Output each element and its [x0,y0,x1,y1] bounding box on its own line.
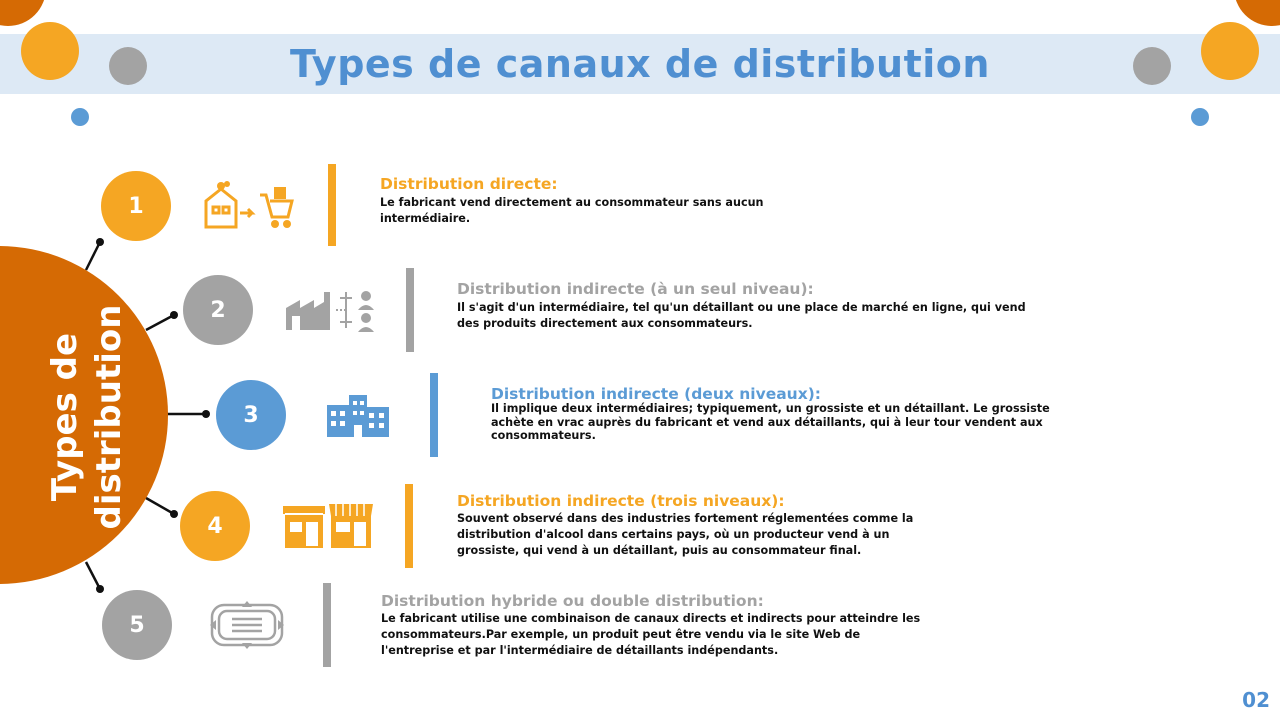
corner-circle-top-right-dark [1234,0,1280,26]
connector-dot-1 [96,238,104,246]
side-title-line-2: distribution [89,304,129,530]
item-3-title: Distribution indirecte (deux niveaux): [491,385,821,403]
connector-dot-3 [202,410,210,418]
item-4-description: Souvent observé dans des industries fortement réglementées comme la distribution d'alcool dans certains pays, où un producteur vend à un grossiste, qui vend à un détaillant, puis au consommateur final. [457,512,914,557]
hybrid-distribution-icon [210,601,284,649]
item-5-description: Le fabricant utilise une combinaison de canaux directs et indirects pour atteindre les consommateurs.Par exemple, un produit peut être vendu via le site Web de l'entreprise et par l'intermédiaire de détaillants indépendants. [381,612,921,657]
item-4-title: Distribution indirecte (trois niveaux): [457,492,785,510]
stores-icon [283,502,373,548]
connector-dot-4 [170,510,178,518]
item-1-number-badge: 1 [101,171,171,241]
item-2-title: Distribution indirecte (à un seul niveau): [457,280,814,298]
item-2-description: Il s'agit d'un intermédiaire, tel qu'un détaillant ou une place de marché en ligne, qui vend des produits directement aux consommateurs. [457,301,1026,330]
factory-to-cart-icon [204,183,294,229]
item-3-description: Il implique deux intermédiaires; typiquement, un grossiste et un détaillant. Le grossiste achète en vrac auprès du fabricant et vend aux détaillants, qui à leur tour vendent aux consommateurs. [491,402,1050,442]
item-4-number-badge: 4 [180,491,250,561]
item-2-number-badge: 2 [183,275,253,345]
item-5-title: Distribution hybride ou double distribution: [381,592,764,610]
decor-dot-blue-left [71,108,89,126]
item-1-description: Le fabricant vend directement au consommateur sans aucun intermédiaire. [380,196,764,225]
connector-4 [146,498,174,514]
corner-circle-top-left-dark [0,0,46,26]
side-title-line-1: Types de [45,332,85,502]
page-title: Types de canaux de distribution [290,42,990,86]
page-number: 02 [1242,688,1270,712]
decor-dot-blue-right [1191,108,1209,126]
connector-dot-2 [170,311,178,319]
side-title [43,247,129,587]
connector-2 [146,315,174,330]
item-3-number-badge: 3 [216,380,286,450]
factory-to-people-icon [284,288,374,332]
item-5-number-badge: 5 [102,590,172,660]
item-3-accent-bar [430,373,438,457]
item-5-accent-bar [323,583,331,667]
item-1-title: Distribution directe: [380,175,558,193]
item-2-accent-bar [406,268,414,352]
buildings-icon [327,393,389,437]
item-4-accent-bar [405,484,413,568]
item-1-accent-bar [328,164,336,246]
